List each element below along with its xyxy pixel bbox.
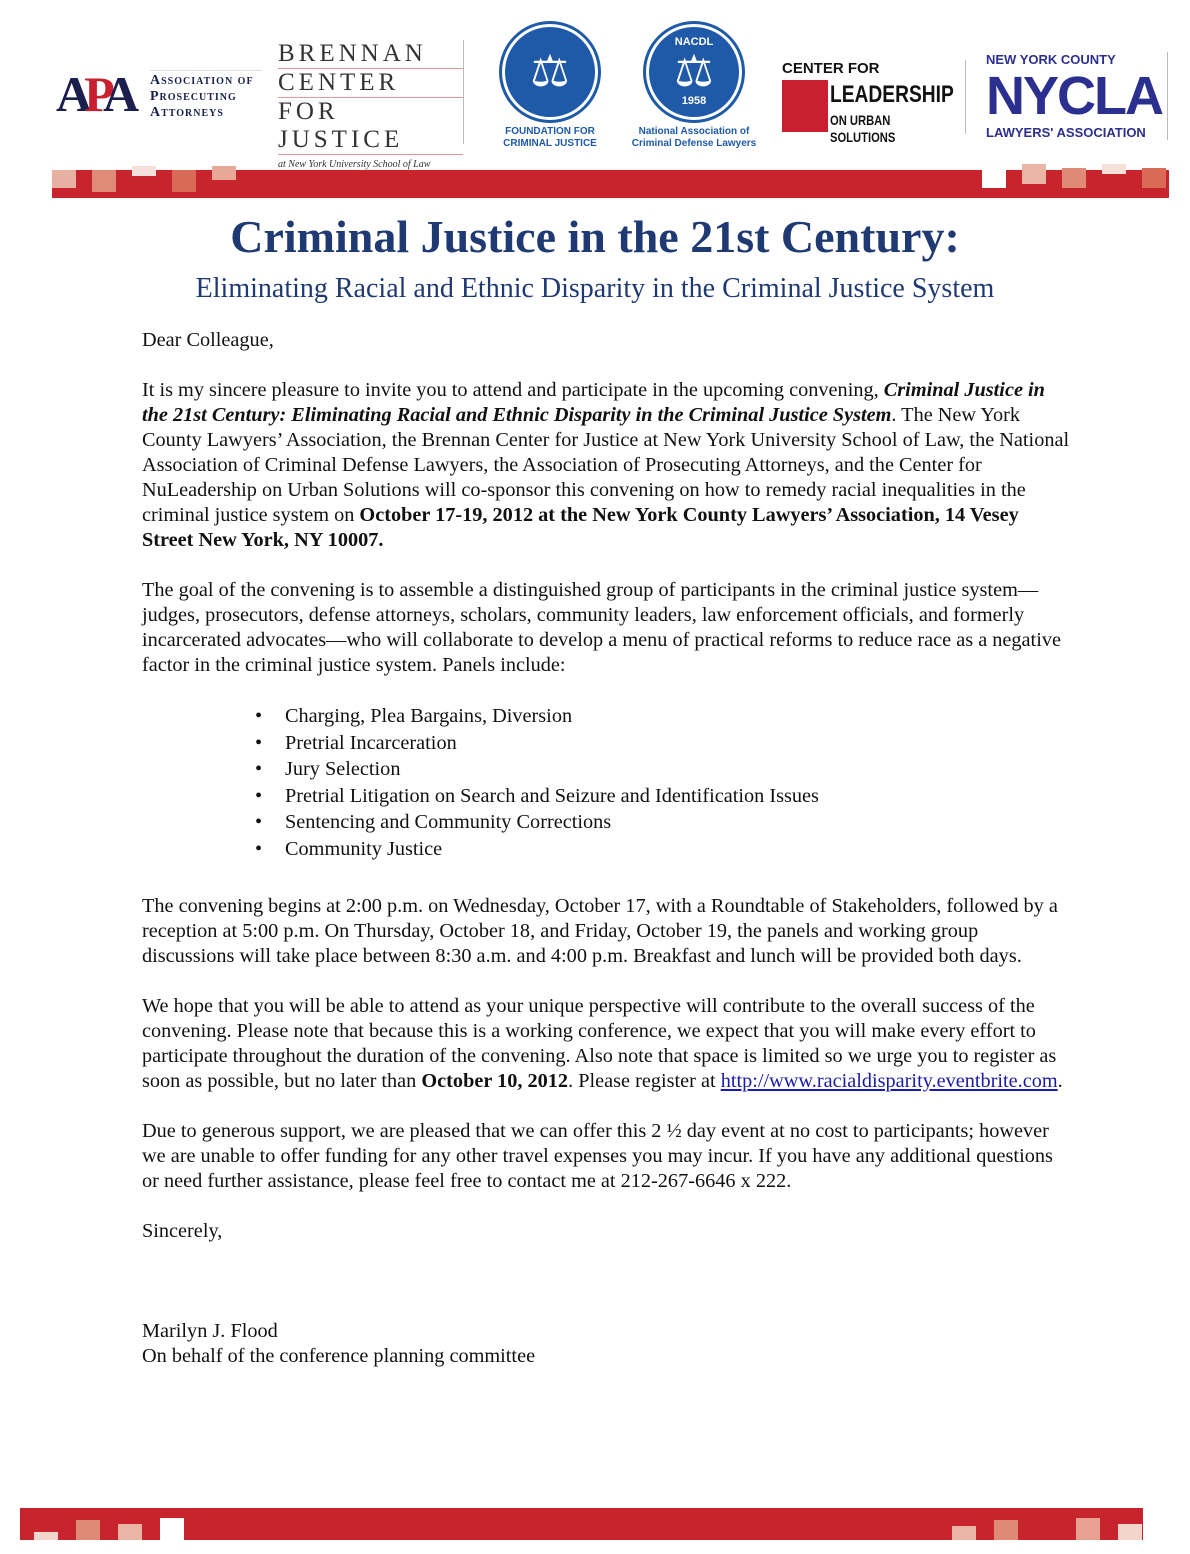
apa-line: Prosecuting	[150, 89, 237, 104]
nacdl-seal-logo	[624, 24, 764, 150]
list-item: • Pretrial Incarceration	[255, 730, 1070, 757]
paragraph-goal: The goal of the convening is to assemble a distinguished group of participants in the criminal justice system— judges, prosecutors, defense attorneys, scholars, community leaders, law enforcement officials, and formerly incarcerated advocates—who will collaborate to develop a menu of practical reforms to reduce race as a negative factor in the criminal justice system. Panels include:	[142, 579, 1061, 676]
nycla-line: LAWYERS' ASSOCIATION	[986, 125, 1146, 140]
nacdl-seal-disc	[646, 24, 742, 120]
brennan-line: FOR JUSTICE	[278, 98, 463, 155]
signer-name: Marilyn J. Flood	[142, 1319, 278, 1342]
nycla-line: NEW YORK COUNTY	[986, 52, 1116, 67]
apa-logo-mark: APA	[56, 66, 132, 122]
page-subtitle: Eliminating Racial and Ethnic Disparity in the Criminal Justice System	[195, 273, 995, 304]
fcj-seal-disc	[502, 24, 598, 120]
paragraph-registration	[142, 994, 1070, 1094]
paragraph-invitation	[142, 378, 1070, 553]
nycla-logo	[986, 52, 1168, 140]
text: .	[1057, 1069, 1063, 1092]
nu-mark	[782, 80, 828, 132]
brennan-line: BRENNAN	[278, 40, 463, 69]
scales-icon: ⚖	[674, 47, 714, 96]
list-item: • Community Justice	[255, 836, 1070, 863]
fcj-seal-logo	[480, 24, 620, 150]
paragraph-schedule: The convening begins at 2:00 p.m. on Wednesday, October 17, with a Roundtable of Stakeholders, followed by a reception at 5:00 p.m. On Thursday, October 18, and Friday, October 19, the panels and working group discussions will take place between 8:30 a.m. and 4:00 p.m. Breakfast and lunch will be provided both days.	[142, 894, 1058, 967]
text: It is my sincere pleasure to invite you to attend and participate in the upcoming convening,	[142, 379, 884, 401]
fcj-ring-text: FOUNDATION FOR CRIMINAL JUSTICE	[503, 126, 597, 149]
nacdl-year: 1958	[681, 95, 707, 107]
apa-line: Association of	[150, 73, 254, 88]
nacdl-center-text: NACDL	[674, 36, 714, 48]
signature-block	[142, 1319, 1070, 1369]
text: . The New York County Lawyers’ Association, the Brennan Center for Justice at New York University School of Law, the National Association of Criminal Defense Lawyers, the Association of Prosecuting Attorneys, and the Center for NuLeadership on Urban Solutions will co-sponsor this convening on how to remedy racial inequalities in the criminal justice system on	[142, 404, 1070, 526]
nuleadership-logo	[780, 60, 966, 145]
nycla-line: NYCLA	[986, 66, 1162, 126]
nul-line: ON URBAN SOLUTIONS	[830, 112, 896, 145]
brennan-line: CENTER	[278, 69, 463, 98]
greeting: Dear Colleague,	[142, 329, 274, 351]
nul-line: LEADERSHIP	[830, 81, 954, 108]
apa-line: Attorneys	[150, 105, 224, 120]
registration-link[interactable]: http://www.racialdisparity.eventbrite.com	[720, 1069, 1058, 1092]
list-item: • Jury Selection	[255, 756, 1070, 783]
list-item: • Charging, Plea Bargains, Diversion	[255, 703, 1070, 730]
page-title: Criminal Justice in the 21st Century:	[230, 211, 960, 262]
scales-icon: ⚖	[530, 47, 570, 96]
closing: Sincerely,	[142, 1219, 223, 1242]
brennan-sub: at New York University School of Law	[278, 159, 431, 170]
event-title: Criminal Justice in the 21st Century: Eliminating Racial and Ethnic Disparity in the Criminal Justice System	[142, 379, 1045, 426]
text: We hope that you will be able to attend as your unique perspective will contribute to the overall success of the convening. Please note that because this is a working conference, we expect that you will make every effort to participate throughout the duration of the convening. Also note that space is limited so we urge you to register as soon as possible, but no later than	[142, 994, 1057, 1092]
event-date-location: October 17-19, 2012 at the New York County Lawyers’ Association, 14 Vesey Street New York, NY 10007.	[142, 504, 1019, 551]
paragraph-support: Due to generous support, we are pleased that we can offer this 2 ½ day event at no cost to participants; however we are unable to offer funding for any other travel expenses you may incur. If you have any additional questions or need further assistance, please feel free to contact me at 212-267-6646 x 222.	[142, 1119, 1053, 1192]
panels-list	[255, 703, 1070, 863]
signer-role: On behalf of the conference planning committee	[142, 1344, 536, 1367]
text: . Please register at	[568, 1069, 721, 1092]
list-item: • Pretrial Litigation on Search and Seizure and Identification Issues	[255, 783, 1070, 810]
apa-logo-text	[150, 70, 262, 121]
letter-body	[142, 328, 1070, 1369]
nul-line: CENTER FOR	[782, 60, 880, 77]
deadline: October 10, 2012	[421, 1069, 569, 1092]
nacdl-ring-text: National Association of Criminal Defense Lawyers	[631, 126, 757, 149]
brennan-center-logo	[272, 40, 464, 170]
list-item: • Sentencing and Community Corrections	[255, 809, 1070, 836]
